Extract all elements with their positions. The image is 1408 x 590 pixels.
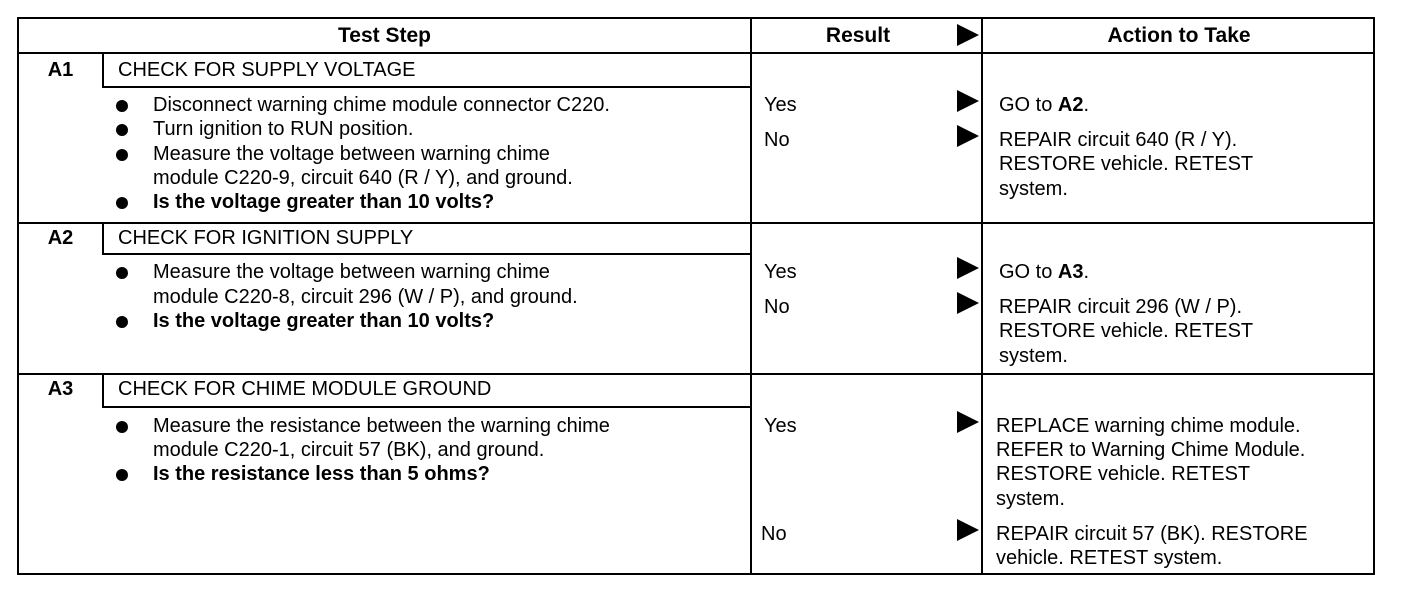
header-action: Action to Take xyxy=(1107,23,1251,47)
arrow-icon xyxy=(957,125,979,147)
arrow-icon xyxy=(957,411,979,433)
action-text: REFER to Warning Chime Module. xyxy=(996,439,1306,461)
bullet-icon xyxy=(116,100,128,112)
result-no: No xyxy=(764,129,790,151)
action-text: REPAIR circuit 296 (W / P). xyxy=(999,296,1243,318)
diagnostic-table xyxy=(17,17,1375,575)
step-instruction-continued: module C220-8, circuit 296 (W / P), and ground. xyxy=(153,286,578,308)
arrow-icon xyxy=(957,90,979,112)
bullet-icon xyxy=(116,124,128,136)
step-title: CHECK FOR SUPPLY VOLTAGE xyxy=(118,59,416,81)
action-text: RESTORE vehicle. RETEST xyxy=(996,463,1251,485)
header-result: Result xyxy=(825,23,891,47)
result-yes: Yes xyxy=(764,94,797,116)
arrow-icon xyxy=(957,519,979,541)
action-text: GO to A3. xyxy=(999,261,1090,283)
step-instruction: Measure the voltage between warning chime xyxy=(153,143,550,165)
result-no: No xyxy=(761,523,787,545)
step-title: CHECK FOR IGNITION SUPPLY xyxy=(118,227,414,249)
result-no: No xyxy=(764,296,790,318)
id-column-divider xyxy=(102,222,104,255)
step-id: A2 xyxy=(47,227,74,249)
header-arrow-icon xyxy=(957,24,979,46)
id-column-divider xyxy=(102,52,104,88)
bullet-icon xyxy=(116,197,128,209)
action-text: RESTORE vehicle. RETEST xyxy=(999,320,1254,342)
step-instruction: Turn ignition to RUN position. xyxy=(153,118,414,140)
step-id: A3 xyxy=(47,378,74,400)
step-question: Is the resistance less than 5 ohms? xyxy=(153,463,490,485)
action-text: REPLACE warning chime module. xyxy=(996,415,1301,437)
action-text: RESTORE vehicle. RETEST xyxy=(999,153,1254,175)
result-yes: Yes xyxy=(764,261,797,283)
bullet-icon xyxy=(116,316,128,328)
step-question: Is the voltage greater than 10 volts? xyxy=(153,191,495,213)
arrow-icon xyxy=(957,292,979,314)
action-text: system. xyxy=(999,345,1068,367)
column-divider-result-action xyxy=(981,19,983,573)
step-title: CHECK FOR CHIME MODULE GROUND xyxy=(118,378,492,400)
header-test-step: Test Step xyxy=(338,23,431,47)
step-question: Is the voltage greater than 10 volts? xyxy=(153,310,495,332)
column-divider-step-result xyxy=(750,19,752,573)
step-instruction: Disconnect warning chime module connector C220. xyxy=(153,94,610,116)
bullet-icon xyxy=(116,421,128,433)
title-divider xyxy=(102,406,750,408)
bullet-icon xyxy=(116,267,128,279)
action-text: system. xyxy=(996,488,1065,510)
step-id: A1 xyxy=(47,59,74,81)
action-text: vehicle. RETEST system. xyxy=(996,547,1223,569)
action-text: REPAIR circuit 57 (BK). RESTORE xyxy=(996,523,1308,545)
id-column-divider xyxy=(102,373,104,406)
bullet-icon xyxy=(116,149,128,161)
action-text: REPAIR circuit 640 (R / Y). xyxy=(999,129,1238,151)
arrow-icon xyxy=(957,257,979,279)
action-text: GO to A2. xyxy=(999,94,1090,116)
step-instruction: Measure the voltage between warning chime xyxy=(153,261,550,283)
step-instruction: Measure the resistance between the warning chime xyxy=(153,415,610,437)
result-yes: Yes xyxy=(764,415,797,437)
bullet-icon xyxy=(116,469,128,481)
step-instruction-continued: module C220-9, circuit 640 (R / Y), and ground. xyxy=(153,167,573,189)
step-instruction-continued: module C220-1, circuit 57 (BK), and ground. xyxy=(153,439,545,461)
action-text: system. xyxy=(999,178,1068,200)
